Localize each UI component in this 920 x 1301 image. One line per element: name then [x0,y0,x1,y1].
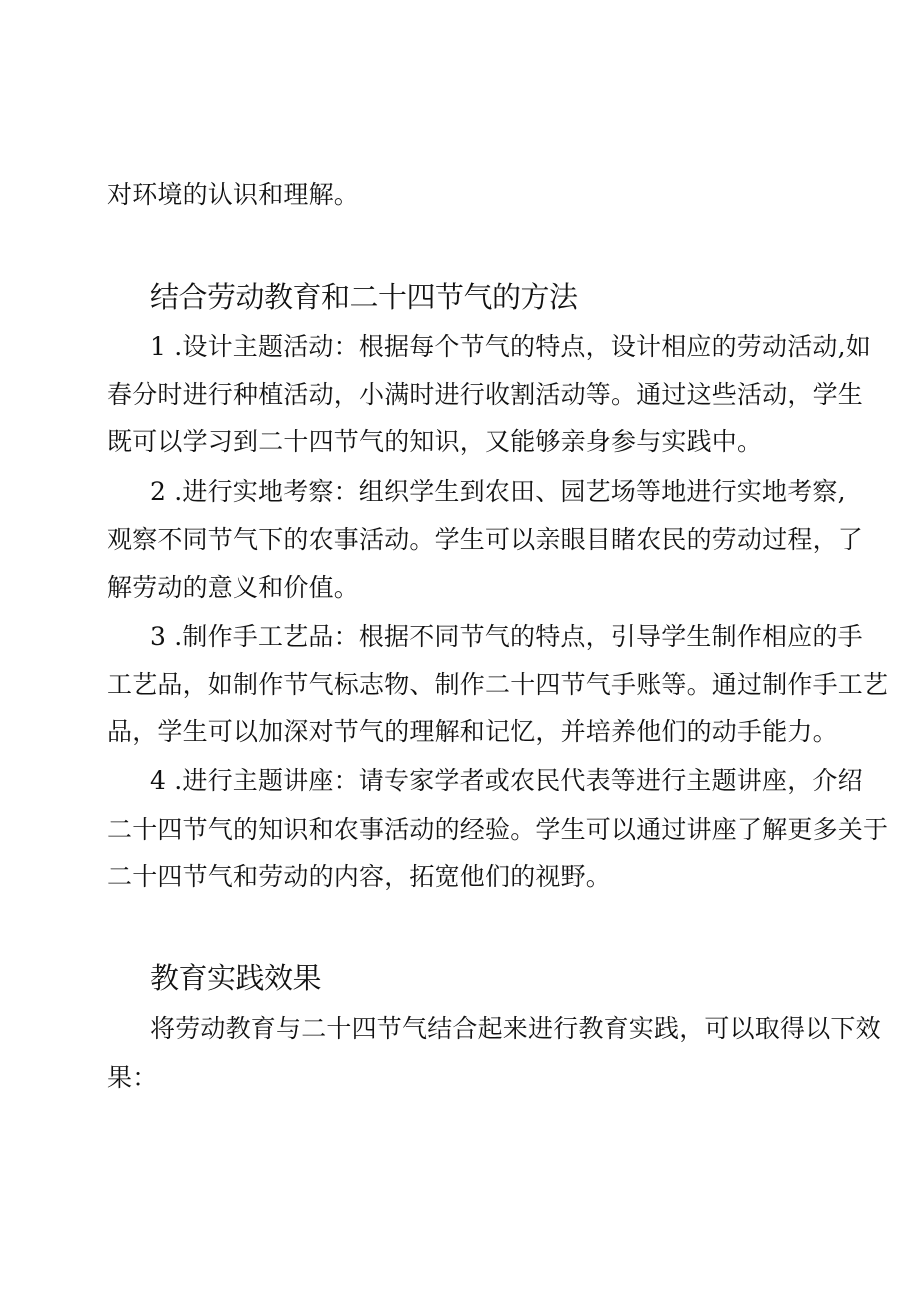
method-item-2-line-1: 2 .进行实地考察：组织学生到农田、园艺场等地进行实地考察, [150,477,846,506]
effects-paragraph-line-1: 将劳动教育与二十四节气结合起来进行教育实践，可以取得以下效 [150,1014,881,1043]
method-item-4-line-2: 二十四节气的知识和农事活动的经验。学生可以通过讲座了解更多关于 [107,815,889,844]
method-item-4-line-3: 二十四节气和劳动的内容，拓宽他们的视野。 [107,862,612,891]
effects-paragraph-line-2: 果： [107,1063,158,1092]
section-heading-methods: 结合劳动教育和二十四节气的方法 [150,280,578,314]
method-item-1-line-3: 既可以学习到二十四节气的知识，又能够亲身参与实践中。 [107,427,763,456]
section-heading-effects: 教育实践效果 [150,961,322,995]
intro-continued-line: 对环境的认识和理解。 [107,180,360,209]
method-item-3-line-1: 3 .制作手工艺品：根据不同节气的特点，引导学生制作相应的手 [150,622,863,651]
method-item-3-line-2: 工艺品，如制作节气标志物、制作二十四节气手账等。通过制作手工艺 [107,670,889,699]
method-item-4-line-1: 4 .进行主题讲座：请专家学者或农民代表等进行主题讲座，介绍 [150,766,863,795]
method-item-3-line-3: 品，学生可以加深对节气的理解和记忆，并培养他们的动手能力。 [107,717,838,746]
method-item-1-line-2: 春分时进行种植活动，小满时进行收割活动等。通过这些活动，学生 [107,380,864,409]
method-item-1-line-1: 1 .设计主题活动：根据每个节气的特点，设计相应的劳动活动,如 [150,332,871,361]
method-item-2-line-3: 解劳动的意义和价值。 [107,573,360,602]
method-item-2-line-2: 观察不同节气下的农事活动。学生可以亲眼目睹农民的劳动过程，了 [107,525,864,554]
